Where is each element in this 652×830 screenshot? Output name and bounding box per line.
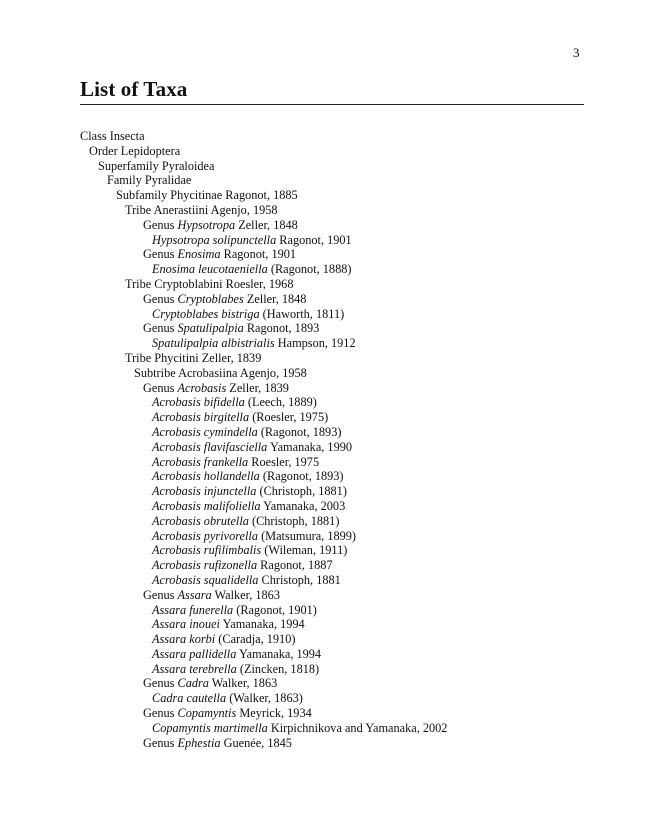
taxon-name-italic: Acrobasis birgitella — [152, 410, 250, 425]
taxon-entry — [80, 721, 600, 736]
taxon-name-italic: Cryptoblabes — [177, 291, 244, 306]
taxon-entry — [80, 543, 600, 558]
taxon-entry — [80, 381, 600, 396]
taxon-authority: Zeller, 1848 — [243, 291, 307, 306]
taxon-name-italic: Assara — [177, 587, 212, 602]
taxon-entry — [80, 129, 600, 144]
taxon-name-italic: Hypsotropa solipunctella — [152, 232, 277, 247]
taxon-entry — [80, 247, 600, 262]
taxon-authority: Zeller, 1848 — [235, 217, 298, 232]
taxon-name-italic: Acrobasis — [177, 380, 227, 395]
taxon-authority: (Wileman, 1911) — [261, 543, 348, 558]
taxon-name-italic: Assara inouei — [152, 617, 220, 632]
taxon-authority: (Christoph, 1881) — [256, 484, 347, 499]
taxon-entry — [80, 218, 600, 233]
taxon-authority: Kirpichnikova and Yamanaka, 2002 — [267, 720, 448, 735]
taxon-name-italic: Acrobasis malifoliella — [152, 498, 261, 513]
taxon-authority: Christoph, 1881 — [258, 572, 341, 587]
taxon-authority: Ragonot, 1887 — [257, 558, 333, 573]
taxon-entry — [80, 676, 600, 691]
taxon-name-italic: Hypsotropa — [177, 217, 236, 232]
taxon-entry — [80, 144, 600, 159]
taxon-entry — [80, 499, 600, 514]
taxon-name-italic: Assara korbi — [152, 632, 216, 647]
taxon-name-italic: Ephestia — [177, 735, 221, 750]
taxon-entry — [80, 173, 600, 188]
taxon-prefix: Family Pyralidae — [107, 173, 192, 188]
taxon-prefix: Tribe Phycitini Zeller, 1839 — [125, 350, 262, 365]
taxon-prefix: Genus — [143, 217, 178, 232]
taxon-entry — [80, 469, 600, 484]
taxon-prefix: Genus — [143, 706, 178, 721]
taxon-name-italic: Assara funerella — [152, 602, 234, 617]
taxon-name-italic: Acrobasis obrutella — [152, 513, 249, 528]
taxon-entry — [80, 647, 600, 662]
taxon-entry — [80, 188, 600, 203]
taxon-prefix: Genus — [143, 735, 178, 750]
taxon-name-italic: Acrobasis injunctella — [152, 484, 257, 499]
taxa-list — [80, 129, 600, 750]
taxon-prefix: Subfamily Phycitinae Ragonot, 1885 — [116, 188, 298, 203]
taxon-entry — [80, 410, 600, 425]
taxon-name-italic: Assara terebrella — [152, 661, 237, 676]
taxon-authority: Yamanaka, 1994 — [219, 617, 305, 632]
taxon-authority: (Ragonot, 1893) — [259, 469, 344, 484]
taxon-name-italic: Spatulipalpia albistrialis — [152, 336, 275, 351]
taxon-entry — [80, 736, 600, 751]
taxon-entry — [80, 366, 600, 381]
taxon-entry — [80, 395, 600, 410]
taxon-authority: (Zincken, 1818) — [236, 661, 320, 676]
taxon-entry — [80, 603, 600, 618]
taxon-prefix: Genus — [143, 380, 178, 395]
taxon-authority: Hampson, 1912 — [274, 336, 356, 351]
taxon-authority: Roesler, 1975 — [248, 454, 320, 469]
taxon-entry — [80, 262, 600, 277]
taxon-authority: (Ragonot, 1888) — [267, 262, 352, 277]
taxon-authority: Yamanaka, 2003 — [260, 498, 346, 513]
taxon-name-italic: Acrobasis hollandella — [152, 469, 260, 484]
taxon-authority: (Ragonot, 1901) — [233, 602, 317, 617]
taxon-name-italic: Acrobasis frankella — [152, 454, 249, 469]
taxon-name-italic: Enosima leucotaeniella — [152, 262, 268, 277]
page-title: List of Taxa — [80, 77, 584, 105]
taxon-authority: (Caradja, 1910) — [215, 632, 296, 647]
taxon-name-italic: Acrobasis bifidella — [152, 395, 245, 410]
taxon-prefix: Class Insecta — [80, 129, 145, 143]
taxon-name-italic: Enosima — [177, 247, 221, 262]
taxon-name-italic: Copamyntis martimella — [152, 720, 268, 735]
taxon-entry — [80, 425, 600, 440]
taxon-entry — [80, 529, 600, 544]
taxon-authority: (Leech, 1889) — [244, 395, 317, 410]
taxon-prefix: Genus — [143, 291, 178, 306]
taxon-entry — [80, 573, 600, 588]
taxon-entry — [80, 514, 600, 529]
taxon-entry — [80, 277, 600, 292]
taxon-name-italic: Cadra cautella — [152, 691, 227, 706]
taxon-entry — [80, 351, 600, 366]
taxon-prefix: Order Lepidoptera — [89, 143, 181, 158]
taxon-entry — [80, 588, 600, 603]
taxon-prefix: Tribe Cryptoblabini Roesler, 1968 — [125, 276, 294, 291]
taxon-entry — [80, 662, 600, 677]
taxon-authority: (Haworth, 1811) — [259, 306, 345, 321]
taxon-name-italic: Acrobasis flavifasciella — [152, 439, 268, 454]
page-number: 3 — [573, 45, 580, 60]
taxon-entry — [80, 233, 600, 248]
taxon-entry — [80, 307, 600, 322]
taxon-authority: (Walker, 1863) — [226, 691, 303, 706]
taxon-prefix: Genus — [143, 676, 178, 691]
taxon-prefix: Genus — [143, 587, 178, 602]
taxon-entry — [80, 484, 600, 499]
taxon-authority: Walker, 1863 — [211, 587, 280, 602]
taxon-entry — [80, 706, 600, 721]
taxon-prefix: Subtribe Acrobasiina Agenjo, 1958 — [134, 365, 307, 380]
taxon-name-italic: Acrobasis rufilimbalis — [152, 543, 262, 558]
taxon-entry — [80, 558, 600, 573]
taxon-prefix: Genus — [143, 321, 178, 336]
taxon-entry — [80, 321, 600, 336]
taxon-entry — [80, 440, 600, 455]
taxon-name-italic: Copamyntis — [177, 706, 237, 721]
taxon-name-italic: Cryptoblabes bistriga — [152, 306, 260, 321]
taxon-authority: Yamanaka, 1994 — [236, 646, 322, 661]
taxon-name-italic: Spatulipalpia — [177, 321, 244, 336]
taxon-entry — [80, 691, 600, 706]
taxon-authority: (Roesler, 1975) — [249, 410, 329, 425]
taxon-entry — [80, 336, 600, 351]
taxon-entry — [80, 455, 600, 470]
taxon-name-italic: Cadra — [177, 676, 209, 691]
taxon-name-italic: Assara pallidella — [152, 646, 237, 661]
taxon-name-italic: Acrobasis rufizonella — [152, 558, 258, 573]
taxon-authority: Meyrick, 1934 — [236, 706, 312, 721]
taxon-prefix: Superfamily Pyraloidea — [98, 158, 215, 173]
taxon-authority: Ragonot, 1901 — [276, 232, 352, 247]
taxon-authority: Yamanaka, 1990 — [267, 439, 353, 454]
taxon-prefix: Genus — [143, 247, 178, 262]
taxon-authority: Ragonot, 1901 — [220, 247, 297, 262]
taxon-authority: Zeller, 1839 — [226, 380, 289, 395]
taxon-name-italic: Acrobasis pyrivorella — [152, 528, 258, 543]
taxon-authority: (Matsumura, 1899) — [258, 528, 357, 543]
taxon-authority: (Christoph, 1881) — [248, 513, 340, 528]
taxon-entry — [80, 159, 600, 174]
taxon-authority: Guenée, 1845 — [220, 735, 292, 750]
taxon-entry — [80, 203, 600, 218]
taxon-authority: (Ragonot, 1893) — [257, 424, 342, 439]
taxon-entry — [80, 632, 600, 647]
taxon-authority: Ragonot, 1893 — [243, 321, 320, 336]
taxon-prefix: Tribe Anerastiini Agenjo, 1958 — [125, 202, 278, 217]
taxon-name-italic: Acrobasis squalidella — [152, 572, 259, 587]
taxon-entry — [80, 292, 600, 307]
taxon-authority: Walker, 1863 — [208, 676, 278, 691]
taxon-name-italic: Acrobasis cymindella — [152, 424, 258, 439]
taxon-entry — [80, 617, 600, 632]
